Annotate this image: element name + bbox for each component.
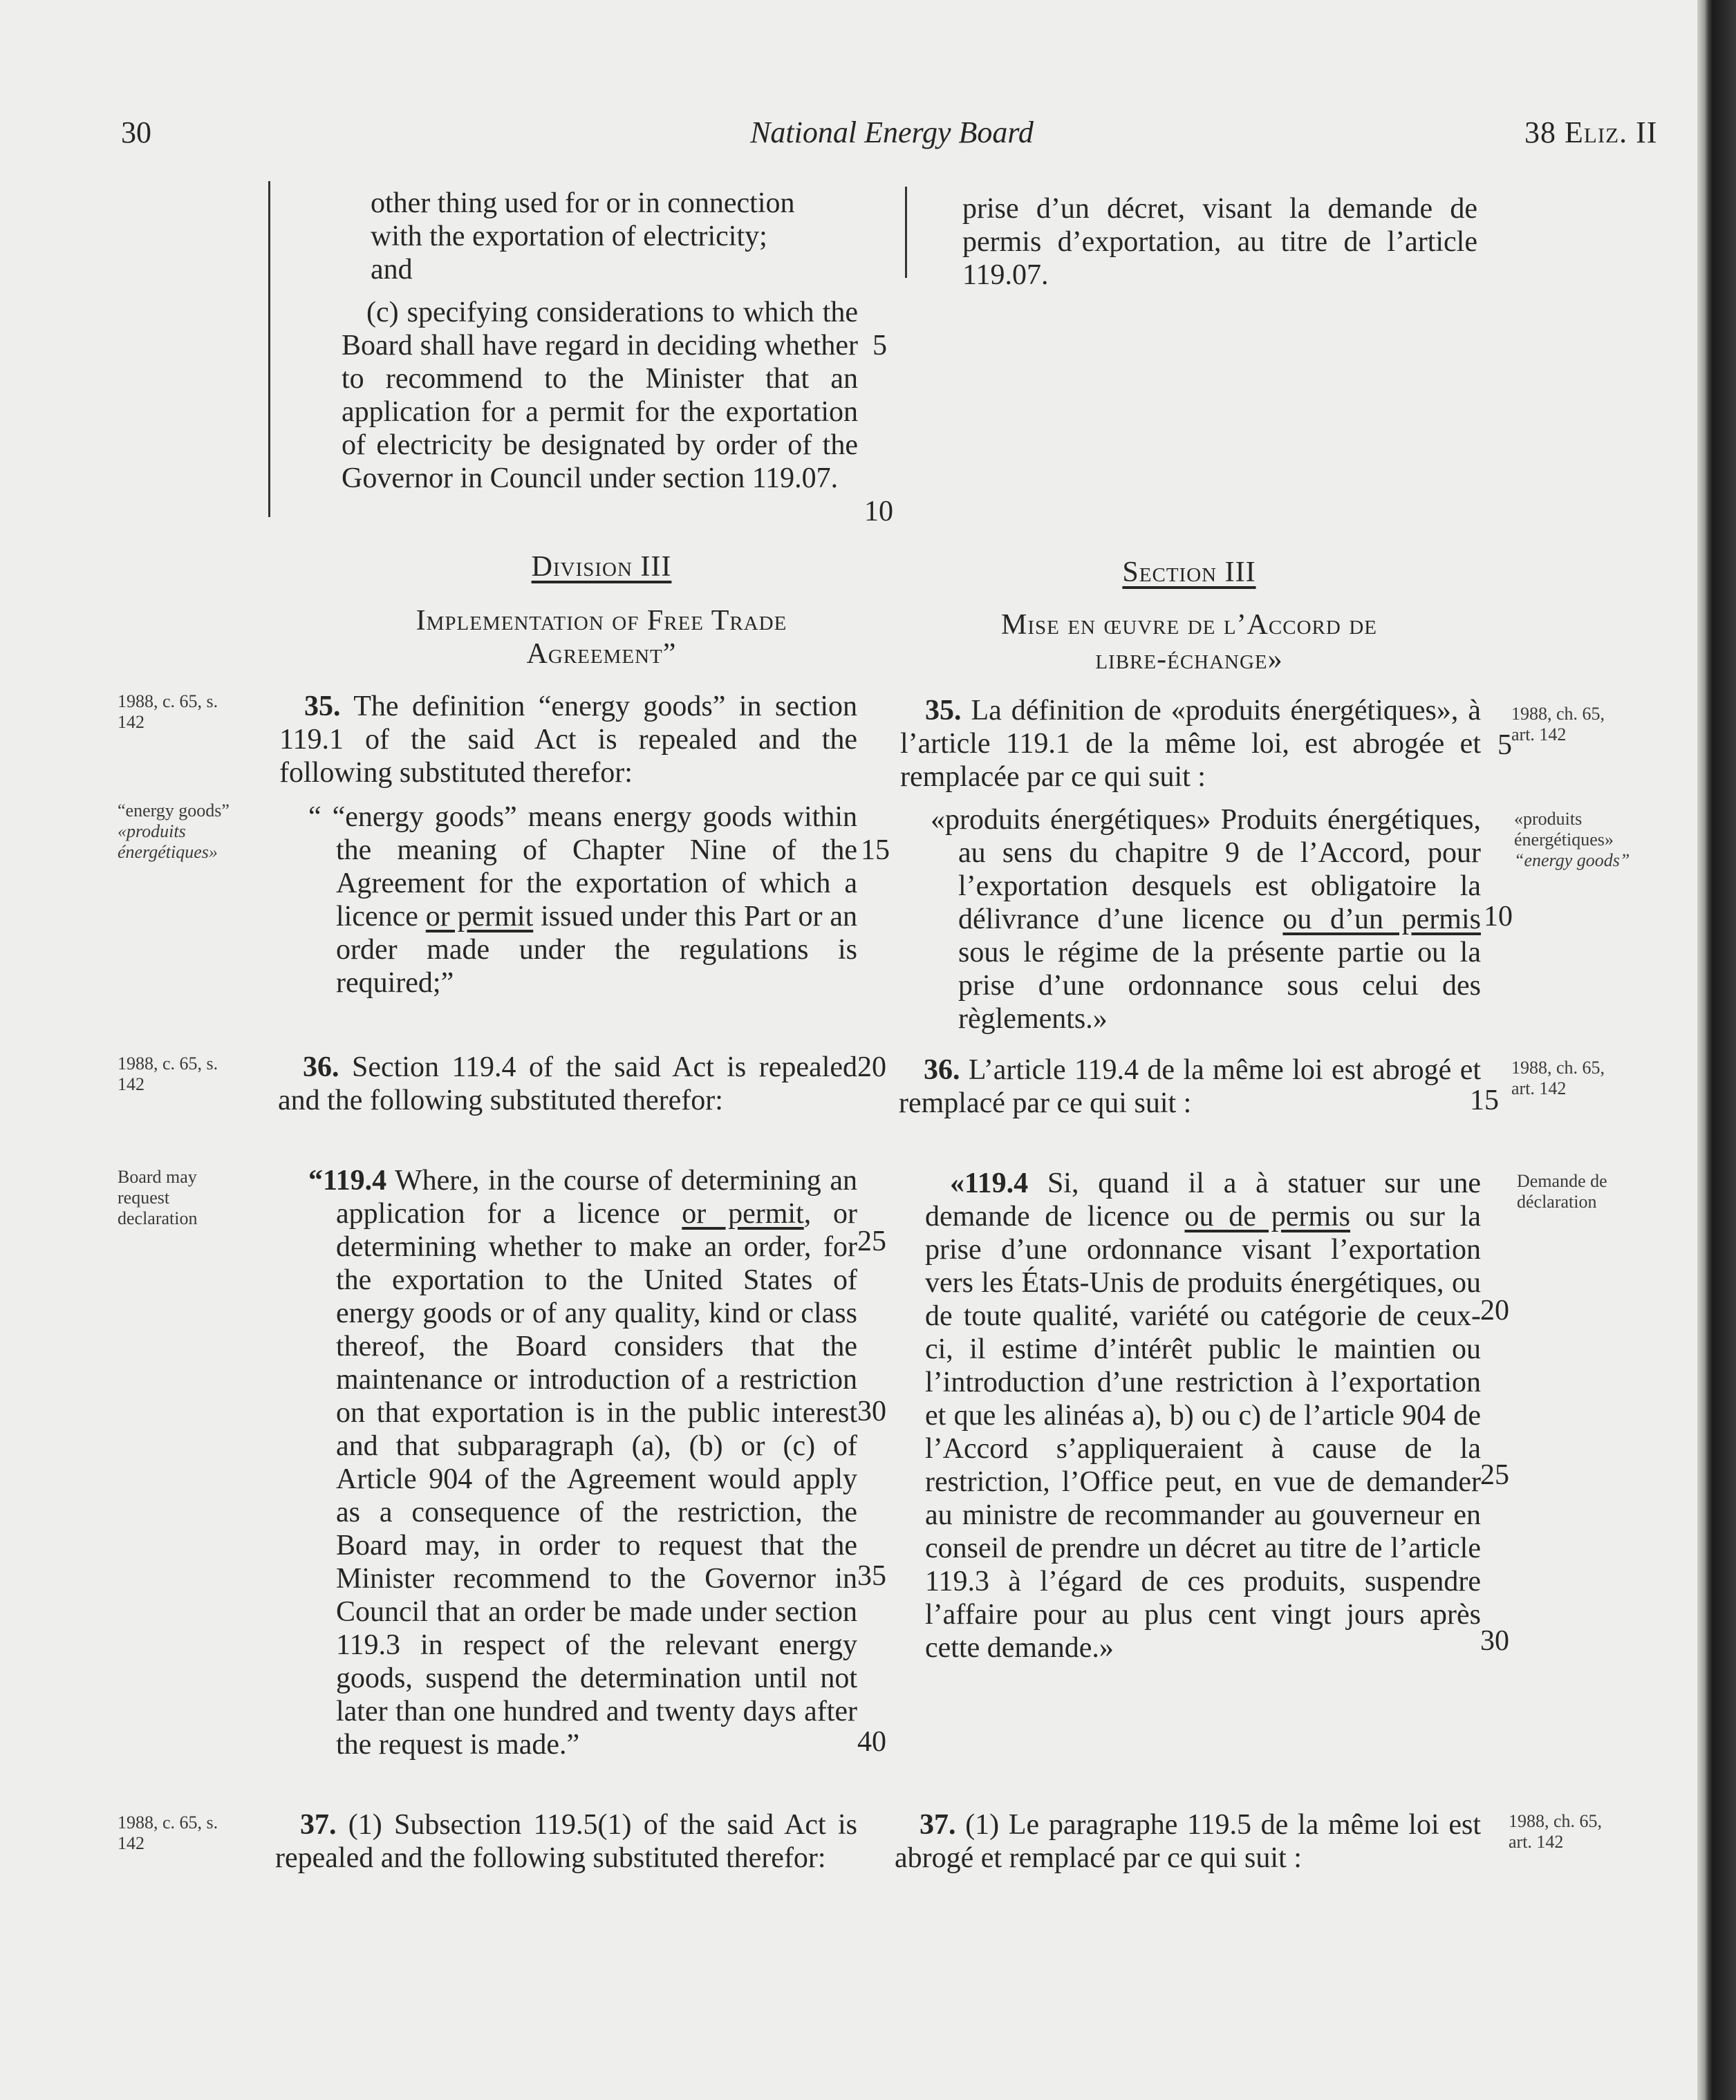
- line-number: 30: [1480, 1625, 1509, 1657]
- section-119-4-en: “119.4 Where, in the course of determining an application for a licence or permit, or determining whether to make an order, for the exportation to the United States of energy goods or of any quality, kind or class thereof, the Board considers that the maintenance or introduction of a restriction on that exportation is in the public interest and that subparagraph (a), (b) or (c) of Article 904 of the Agreement would apply as a consequence of the restriction, the Board may, in order to request that the Minister recommend to the Governor in Council that an order be made under section 119.3 in respect of the relevant energy goods, suspend the determination until not later than one hundred and twenty days after the request is made.”: [308, 1165, 857, 1761]
- margin-note-fr-def: «produits énergétiques» “energy goods”: [1514, 809, 1630, 870]
- line-number: 15: [1470, 1085, 1499, 1116]
- left-cont-line3: and: [371, 254, 413, 285]
- change-bar-right: [905, 187, 907, 278]
- left-continuation: [371, 187, 858, 286]
- division-subtitle-en-2: Agreement”: [526, 638, 677, 670]
- line-number: 5: [872, 330, 887, 362]
- margin-note-en-36: 1988, c. 65, s. 142: [118, 1053, 218, 1094]
- margin-note-en-def: “energy goods” «produits énergétiques»: [118, 800, 230, 862]
- right-continuation-text: prise d’un décret, visant la demande de permis d’exportation, au titre de l’article 119.07.: [962, 193, 1477, 291]
- margin-note-fr-demande: Demande de déclaration: [1517, 1171, 1607, 1212]
- page-number: 30: [121, 115, 151, 149]
- section-36-fr: 36. L’article 119.4 de la même loi est abrogé et remplacé par ce qui suit :: [899, 1054, 1482, 1119]
- division-title-en: Division III: [531, 551, 672, 583]
- section-36-en: 36. Section 119.4 of the said Act is repealed and the following substituted therefor:: [278, 1051, 858, 1116]
- margin-note-en-35: 1988, c. 65, s. 142: [118, 691, 218, 732]
- margin-note-fr-36: 1988, ch. 65, art. 142: [1511, 1058, 1605, 1098]
- line-number: 5: [1497, 729, 1512, 761]
- division-subtitle-en: Implementation of Free Trade: [416, 605, 787, 637]
- line-number: 30: [857, 1396, 886, 1427]
- line-number: 25: [1480, 1459, 1509, 1491]
- line-number: 15: [861, 834, 890, 866]
- line-number: 10: [864, 496, 893, 527]
- section-35-en-definition: “ “energy goods” means energy goods within the meaning of Chapter Nine of the Agreement for the exportation of which a licence or permit issued under this Part or an order made under the regulations is required;”: [308, 801, 857, 999]
- right-continuation: [962, 192, 1477, 292]
- change-bar-left: [268, 181, 270, 517]
- margin-note-en-37: 1988, c. 65, s. 142: [118, 1812, 218, 1853]
- section-35-fr: 35. La définition de «produits énergétiques», à l’article 119.1 de la même loi, est abrogée et remplacée par ce qui suit :: [900, 695, 1482, 793]
- paragraph-c-text: (c) specifying considerations to which the Board shall have regard in deciding whether to recommend to the Minister that an application for a permit for the exportation of electricity be designated by order of the Governor in Council under section 119.07.: [342, 297, 858, 494]
- division-subtitle-fr-2: libre-échange»: [1095, 644, 1283, 675]
- line-number: 25: [857, 1226, 886, 1257]
- running-title: National Energy Board: [750, 115, 1034, 149]
- division-subtitle-fr: Mise en œuvre de l’Accord de: [1001, 609, 1377, 641]
- regnal-year: 38 Eliz. II: [1524, 115, 1658, 149]
- margin-note-en-board: Board may request declaration: [118, 1167, 198, 1228]
- margin-note-fr-35: 1988, ch. 65, art. 142: [1511, 704, 1605, 744]
- division-title-fr: Section III: [1122, 556, 1256, 588]
- line-number: 35: [857, 1560, 886, 1592]
- section-37-en: 37. (1) Subsection 119.5(1) of the said Act is repealed and the following substituted therefor:: [275, 1809, 857, 1874]
- line-number: 20: [1480, 1295, 1509, 1326]
- paragraph-c: [342, 296, 858, 495]
- page-binding-edge: [1697, 0, 1736, 2100]
- left-cont-line2: with the exportation of electricity;: [371, 221, 767, 252]
- section-35-fr-definition: «produits énergétiques» Produits énergétiques, au sens du chapitre 9 de l’Accord, pour l’exportation desquels est obligatoire la délivrance d’une licence ou d’un permis sous le régime de la présente partie ou la prise d’une ordonnance sous celui des règlements.»: [931, 804, 1481, 1035]
- margin-note-fr-37: 1988, ch. 65, art. 142: [1509, 1811, 1603, 1852]
- section-37-fr: 37. (1) Le paragraphe 119.5 de la même loi est abrogé et remplacé par ce qui suit :: [895, 1809, 1481, 1874]
- line-number: 40: [857, 1726, 886, 1758]
- left-cont-line1: other thing used for or in connection: [371, 187, 795, 219]
- section-35-en: 35. The definition “energy goods” in section 119.1 of the said Act is repealed and the following substituted therefor:: [279, 691, 858, 789]
- section-119-4-fr: «119.4 Si, quand il a à statuer sur une demande de licence ou de permis ou sur la prise d’une ordonnance visant l’exportation vers les États-Unis de produits énergétiques, ou de toute qualité, variété ou catégorie de ceux-ci, il estime d’intérêt public le maintien ou l’introduction d’une restriction à l’exportation et que les alinéas a), b) ou c) de l’article 904 de l’Accord s’appliqueraient à cause de la restriction, l’Office peut, en vue de demander au ministre de recommander au gouverneur en conseil de prendre un décret au titre de l’article 119.3 à l’égard de ces produits, suspendre l’affaire pour au plus cent vingt jours après cette demande.»: [925, 1168, 1481, 1664]
- line-number: 20: [857, 1051, 886, 1083]
- line-number: 10: [1484, 901, 1513, 932]
